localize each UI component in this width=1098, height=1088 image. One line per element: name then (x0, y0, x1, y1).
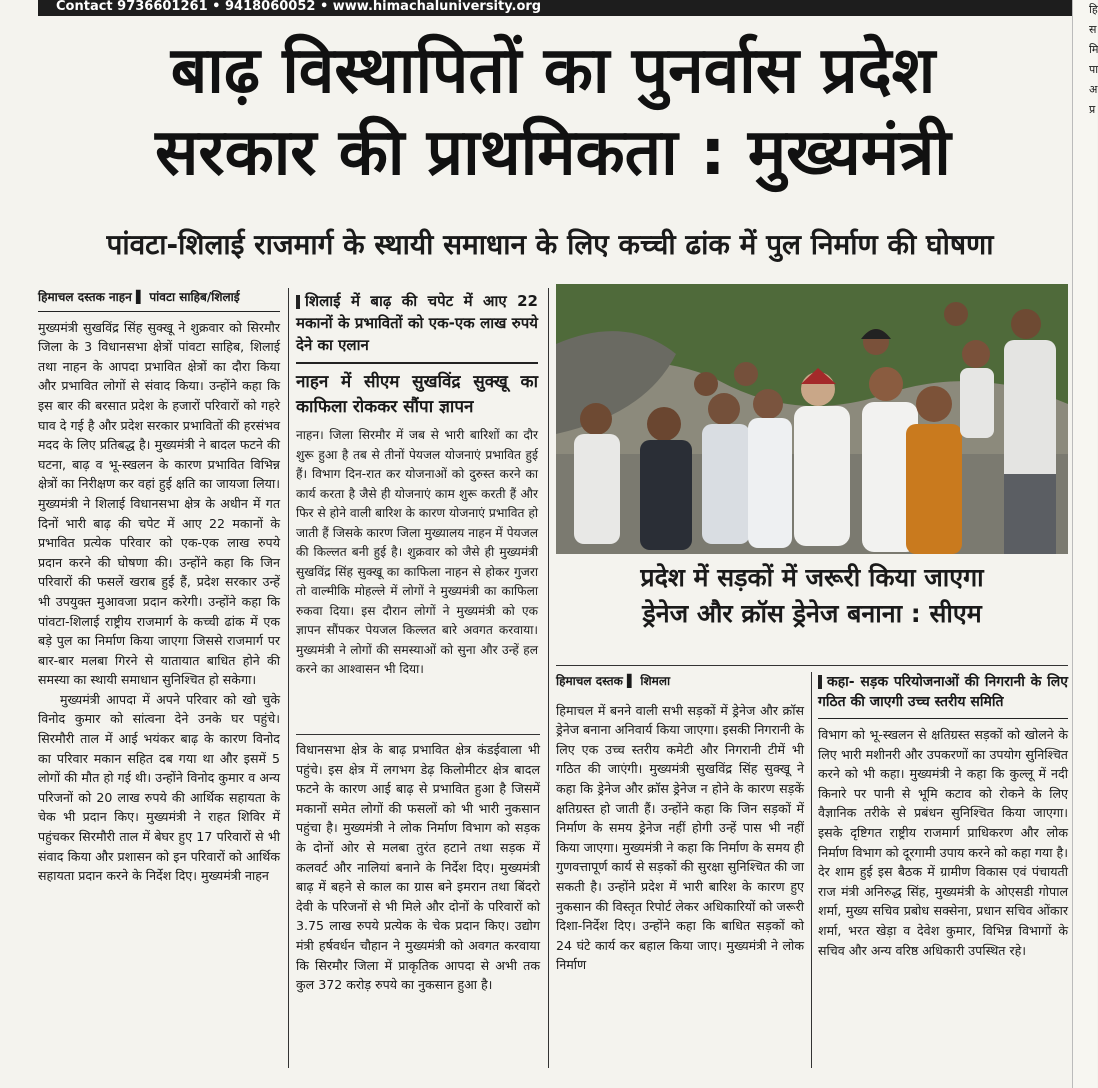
news-photo (556, 284, 1068, 554)
adjacent-page-strip: हि स मि पा अ प्र (1072, 0, 1097, 1088)
middle-column-bottom (296, 740, 540, 1070)
photo-story-rule (556, 665, 1068, 666)
subheadline: पांवटा-शिलाई राजमार्ग के स्थायी समाधान के लिए कच्ची ढांक में पुल निर्माण की घोषणा (106, 228, 994, 261)
middle-news-head: नाहन में सीएम सुखविंद्र सुक्खू का काफिला रोककर सौंपा ज्ञापन (296, 362, 538, 420)
middle-continuation: विधानसभा क्षेत्र के बाढ़ प्रभावित क्षेत्र कंडईवाला भी पहुंचे। इस क्षेत्र में लगभग डेढ़ किलोमीटर क्षेत्र बादल फटने के कारण आई बाढ़ से प्रभावित हुआ है जिसमें मकानों समेत लोगों की फसलों को भी भारी नुकसान पहुंचा है। मुख्यमंत्री ने लोक निर्माण विभाग को सड़क के दोनों ओर से मलबा तुरंत हटाने तथा सड़क में कलवर्ट और नालियां बनाने के निर्देश दिए। मुख्यमंत्री बाढ़ में बहने से काल का ग्रास बने इमरान तथा बिंदरो देवी के परिजनों से भी मिले और दोनों के परिवारों को 3.75 लाख रुपये प्रत्येक के चेक प्रदान किए। उद्योग मंत्री हर्षवर्धन चौहान ने मुख्यमंत्री को अवगत करवाया कि सिरमौर जिला में प्राकृतिक आपदा से अभी तक कुल 372 करोड़ रुपये का नुकसान हुआ है। (296, 742, 540, 993)
photo-story-col-2 (818, 672, 1068, 1068)
bullet-mark (818, 675, 822, 689)
middle-box-head: शिलाई में बाढ़ की चपेट में आए 22 मकानों के प्रभावितों को एक-एक लाख रुपये देने का एलान (296, 292, 538, 354)
middle-column-top (296, 290, 538, 730)
left-byline: हिमाचल दस्तक नाहन ▌ पांवटा साहिब/शिलाई (38, 288, 280, 312)
headline-line-1: बाढ़ विस्थापितों का पुनर्वास प्रदेश (170, 34, 936, 108)
bullet-mark (296, 295, 300, 309)
photo-headline (556, 560, 1068, 632)
left-column (38, 288, 280, 1068)
middle-divider (296, 734, 540, 735)
column-divider-left (288, 288, 289, 1068)
photo-story-text-1: हिमाचल में बनने वाली सभी सड़कों में ड्रेनेज और क्रॉस ड्रेनेज बनाना अनिवार्य किया जाएगा। इसकी निगरानी के लिए एक उच्च स्तरीय कमेटी और निगरानी टीमें भी गठित की जाएंगी। मुख्यमंत्री सुखविंद्र सिंह सुक्खू ने कहा कि ड्रेनेज और क्रॉस ड्रेनेज न होने के कारण सड़कें क्षतिग्रस्त हो जाती हैं। उन्होंने कहा कि जिन सड़कों में निर्माण के समय ड्रेनेज नहीं होगी उन्हें पास भी नहीं किया जाएगा। मुख्यमंत्री ने कहा कि निर्माण के समय ही गुणवत्तापूर्ण कार्य से सड़कों की सुरक्षा सुनिश्चित की जा सकती है। उन्होंने प्रदेश में भारी बारिश के कारण हुए नुकसान की विस्तृत रिपोर्ट लेकर अधिकारियों को जरूरी दिशा-निर्देश दिए। उन्होंने कहा कि बाधित सड़कों को 24 घंटे कार्य कर बहाल किया जाए। मुख्यमंत्री ने लोक निर्माण (556, 702, 804, 973)
photo-story-byline: हिमाचल दस्तक ▌ शिमला (556, 674, 671, 688)
photo-illustration (556, 284, 1068, 554)
left-para-2: मुख्यमंत्री आपदा में अपने परिवार को खो चुके विनोद कुमार को सांत्वना देने उनके घर पहुंचे। सिरमौरी ताल में आई भयंकर बाढ़ के कारण विनोद का परिवार मकान सहित दब गया था और इसमें 5 लोगों की मौत हो गई थी। उन्होंने विनोद कुमार व अन्य परिजनों को 20 लाख रुपये की आर्थिक सहायता के चेक भी प्रदान किए। मुख्यमंत्री ने राहत शिविर में पहुंचकर सिरमौरी ताल में बेघर हुए 17 परिवारों से भी संवाद किया और प्रशासन को इन परिवारों को आर्थिक सहायता प्रदान करने के निर्देश दिए। मुख्यमंत्री नाहन (38, 691, 280, 884)
photo-story-box-head: कहा- सड़क परियोजनाओं की निगरानी के लिए गठित की जाएगी उच्च स्तरीय समिति (818, 672, 1068, 719)
photo-story-text-2: विभाग को भू-स्खलन से क्षतिग्रस्त सड़कों को खोलने के लिए भारी मशीनरी और उपकरणों का उपयोग सुनिश्चित करने को भी कहा। मुख्यमंत्री ने कहा कि कुल्लू में नदी किनारे पर पानी से भूमि कटाव को रोकने के लिए वैज्ञानिक तरीके से प्रबंधन सुनिश्चित किया जाएगा। इसके दृष्टिगत राष्ट्रीय राजमार्ग प्राधिकरण और लोक निर्माण विभाग को दूरगामी उपाय करने को कहा गया है। देर शाम हुई इस बैठक में ग्रामीण विकास एवं पंचायती राज मंत्री अनिरुद्ध सिंह, मुख्यमंत्री के ओएसडी गोपाल शर्मा, मुख्य सचिव प्रबोध सक्सेना, प्रधान सचिव ओंकार शर्मा, भरत खेड़ा व देवेश कुमार, विभिन्न विभागों के सचिव और अन्य वरिष्ठ अधिकारी उपस्थित रहे। (818, 727, 1068, 958)
left-para-1: मुख्यमंत्री सुखविंद्र सिंह सुक्खू ने शुक्रवार को सिरमौर जिला के 3 विधानसभा क्षेत्रों पांवटा साहिब, शिलाई तथा नाहन के आपदा प्रभावित क्षेत्रों का दौरा किया और प्रभावित लोगों से संवाद किया। उन्होंने कहा कि इस बार की बरसात प्रदेश के हजारों परिवारों को गहरे घाव दे गई है और प्रदेश सरकार प्रभावितों की हरसंभव मदद के लिए प्रतिबद्ध है। मुख्यमंत्री ने बादल फटने की घटना, बाढ़ व भू-स्खलन के कारण प्रभावित विभिन्न क्षेत्रों का निरीक्षण कर वहां हुई क्षति का जायजा लिया। मुख्यमंत्री ने शिलाई विधानसभा क्षेत्र के अधीन में गत दिनों भारी बाढ़ की चपेट में आए 22 मकानों के प्रभावित प्रत्येक परिवार को एक-एक लाख रुपये प्रदान करने की घोषणा की। उन्होंने कहा कि जिन परिवारों की फसलें खराब हुई हैं, प्रदेश सरकार उन्हें भी उपयुक्त मुआवजा प्रदान करेगी। उन्होंने कहा कि पांवटा-शिलाई राष्ट्रीय राजमार्ग के कच्ची ढांक में एक बड़े पुल का निर्माण किया जाएगा जिससे राजमार्ग पर बार-बार मलबा गिरने से यातायात बाधित होने की समस्या का स्थायी समाधान सुनिश्चित हो सकेगा। (38, 319, 280, 688)
photo-story-col-1 (556, 672, 804, 1068)
middle-news-body: नाहन। जिला सिरमौर में जब से भारी बारिशों का दौर शुरू हुआ है तब से तीनों पेयजल योजनाएं प्रभावित हुई हैं। विभाग दिन-रात कर योजनाओं को दुरुस्त करने का कार्य करता है जैसे ही योजनाएं काम शुरू करती हैं और फिर से होने वाली बारिश के कारण योजनाएं प्रभावित हो जाती हैं जिसके कारण जिला मुख्यालय नाहन में पेयजल की किल्लत बनी हुई है। शुक्रवार को जैसे ही मुख्यमंत्री सुखविंद्र सिंह सुक्खू का काफिला नाहन से होकर गुजरा तो वाल्मीकि मोहल्ले में लोगों ने मुख्यमंत्री का काफिला रुकवा दिया। इस दौरान लोगों ने मुख्यमंत्री को एक ज्ञापन सौंपकर पेयजल किल्लत बारे अवगत करवाया। मुख्यमंत्री ने लोगों की समस्याओं को सुना और उन्हें हल करने का आश्वासन भी दिया। (296, 428, 538, 676)
contact-bar: Contact 9736601261 • 9418060052 • www.himachaluniversity.org (38, 0, 1086, 16)
column-divider-right (548, 288, 549, 1068)
photo-headline-line-2: ड्रेनेज और क्रॉस ड्रेनेज बनाना : सीएम (642, 599, 982, 628)
headline-line-2: सरकार की प्राथमिकता : मुख्यमंत्री (155, 116, 951, 190)
photo-headline-line-1: प्रदेश में सड़कों में जरूरी किया जाएगा (640, 563, 984, 592)
photo-story-divider (811, 672, 812, 1068)
